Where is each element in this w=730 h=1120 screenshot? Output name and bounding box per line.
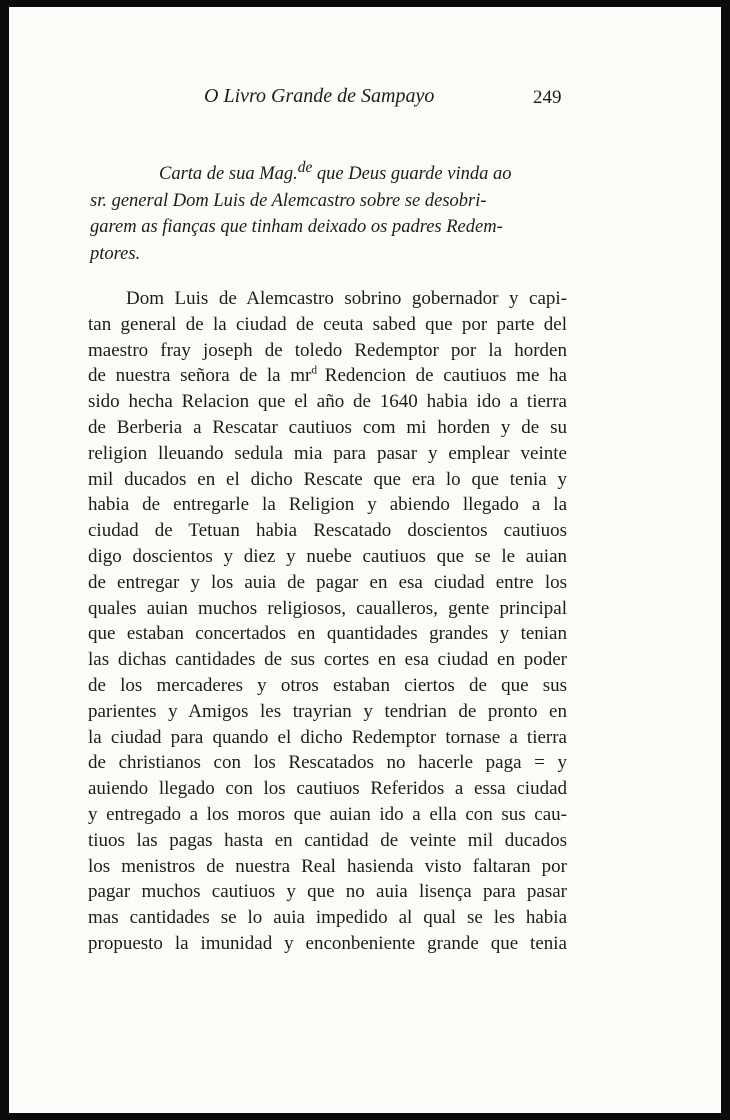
caption-line: garem as fianças que tinham deixado os padres Redem- (90, 217, 503, 238)
running-title: O Livro Grande de Sampayo (204, 85, 435, 107)
body-line: sido hecha Relacion que el año de 1640 habia ido a tierra (88, 391, 567, 413)
body-line: religion lleuando sedula mia para pasar y emplear veinte (88, 442, 567, 464)
body-line: de nuestra señora de la $mr^d$ Redencion de cautiuos me ha (88, 365, 567, 387)
body-line: de Berberia a Rescatar cautiuos com mi horden y de su (88, 416, 567, 438)
body-line: maestro fray joseph de toledo Redemptor por la horden (88, 339, 567, 361)
body-line: pagar muchos cautiuos y que no auia lisença para pasar (88, 881, 567, 903)
body-line: tiuos las pagas hasta en cantidad de veinte mil ducados (88, 829, 567, 851)
body-line: los menistros de nuestra Real hasienda visto faltaran por (88, 855, 567, 877)
page-number: 249 (533, 87, 562, 108)
caption-line: ptores. (90, 243, 141, 264)
body-line: auiendo llegado con los cautiuos Referidos a essa ciudad (88, 778, 567, 800)
body-line: mil ducados en el dicho Rescate que era lo que tenia y (88, 468, 567, 490)
body-line: tan general de la ciudad de ceuta sabed que por parte del (88, 313, 567, 335)
body-line: de entregar y los auia de pagar en esa ciudad entre los (88, 571, 567, 593)
page-header (9, 85, 721, 115)
body-line: las dichas cantidades de sus cortes en esa ciudad en poder (88, 649, 567, 671)
body-line: Dom Luis de Alemcastro sobrino gobernador y capi- (126, 288, 567, 309)
body-line: de los mercaderes y otros estaban ciertos de que sus (88, 674, 567, 696)
letter-caption (90, 155, 567, 267)
caption-line: sr. general Dom Luis de Alemcastro sobre se desobri- (90, 190, 487, 211)
body-line: parientes y Amigos les trayrian y tendrian de pronto en (88, 700, 567, 722)
body-line: habia de entregarle la Religion y abiendo llegado a la (88, 494, 567, 516)
body-line: mas cantidades se lo auia impedido al qual se les habia (88, 907, 567, 929)
body-line: quales auian muchos religiosos, caualleros, gente principal (88, 597, 567, 619)
body-line: que estaban concertados en quantidades grandes y tenian (88, 623, 567, 645)
body-line: la ciudad para quando el dicho Redemptor tornase a tierra (88, 726, 567, 748)
body-line: propuesto la imunidad y enconbeniente grande que tenia (88, 932, 567, 954)
letter-body (88, 286, 567, 957)
body-line: de christianos con los Rescatados no hacerle paga = y (88, 752, 567, 774)
body-line: ciudad de Tetuan habia Rescatado doscientos cautiuos (88, 520, 567, 542)
caption-line: Carta de sua Mag.$^{de}$ que Deus guarde vinda ao (159, 159, 512, 185)
body-line: digo doscientos y diez y nuebe cautiuos que se le auian (88, 545, 567, 567)
body-line: y entregado a los moros que auian ido a ella con sus cau- (88, 803, 567, 825)
book-page (9, 7, 721, 1113)
